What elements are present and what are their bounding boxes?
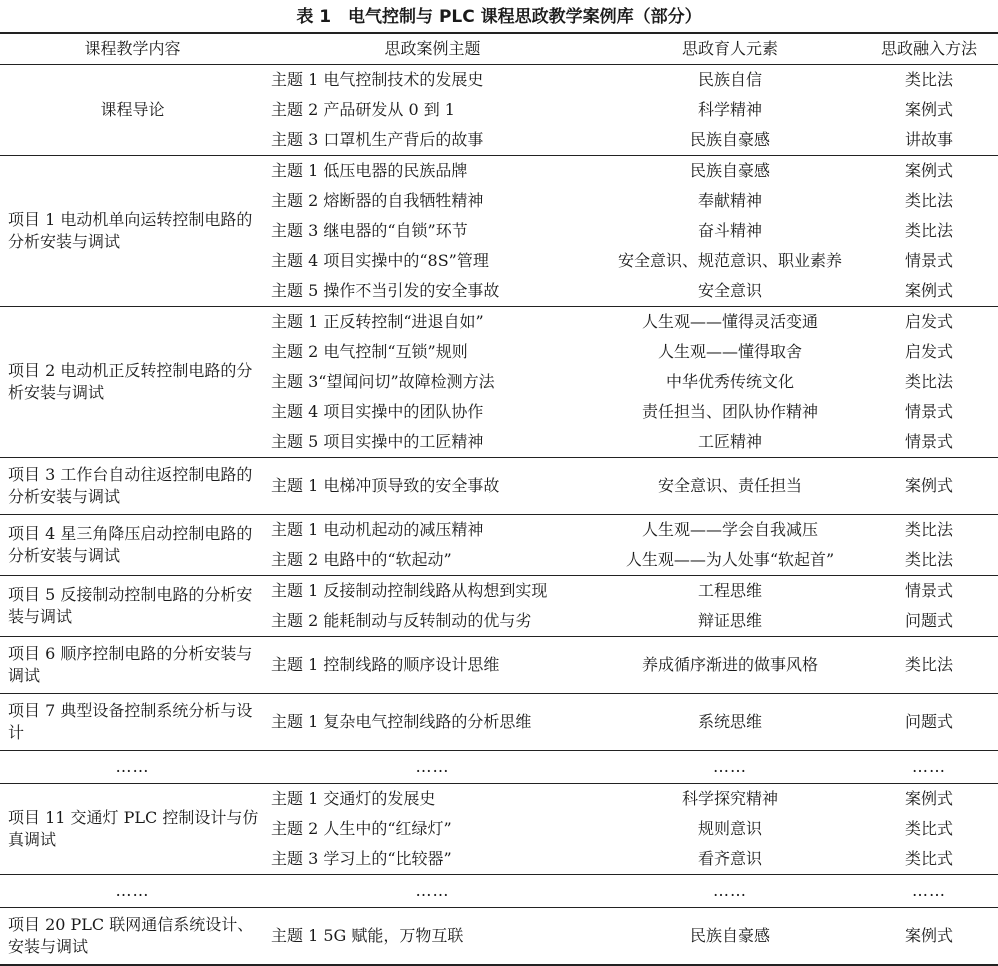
integration-method-cell: 情景式 [860, 576, 998, 607]
case-theme-cell: 主题 1 控制线路的顺序设计思维 [265, 637, 600, 694]
ellipsis-cell: …… [0, 751, 265, 784]
course-content-cell: 项目 1 电动机单向运转控制电路的分析安装与调试 [0, 156, 265, 307]
integration-method-cell: 案例式 [860, 458, 998, 515]
table-row [0, 694, 998, 751]
education-element-cell: 规则意识 [697, 819, 762, 838]
case-theme-cell: 主题 1 电动机起动的减压精神 [265, 515, 600, 546]
table-row [0, 576, 998, 607]
integration-method-cell: 类比法 [904, 191, 953, 210]
course-content-cell: 项目 7 典型设备控制系统分析与设计 [0, 694, 265, 751]
course-content-cell: 项目 5 反接制动控制电路的分析安装与调试 [0, 576, 265, 637]
header-integration-method: 思政融入方法 [860, 33, 998, 65]
case-library-table [0, 32, 998, 966]
education-element-cell: 人生观——懂得灵活变通 [600, 307, 860, 338]
integration-method-cell: 案例式 [860, 784, 998, 815]
education-element-cell: 民族自豪感 [600, 156, 860, 187]
education-element-cell: 安全意识、责任担当 [600, 458, 860, 515]
education-element-cell: 中华优秀传统文化 [665, 372, 794, 391]
ellipsis-cell: …… [860, 751, 998, 784]
education-element-cell: 人生观——为人处事“软起首” [625, 550, 835, 569]
table-body [0, 65, 998, 966]
integration-method-cell: 类比法 [860, 515, 998, 546]
course-content-cell: 项目 2 电动机正反转控制电路的分析安装与调试 [0, 307, 265, 458]
ellipsis-cell: …… [600, 875, 860, 908]
case-theme-cell: 主题 3 继电器的“自锁”环节 [271, 221, 468, 240]
integration-method-cell: 类比式 [904, 819, 953, 838]
integration-method-cell: 问题式 [860, 694, 998, 751]
education-element-cell: 民族自信 [600, 65, 860, 96]
integration-method-cell: 类比法 [904, 372, 953, 391]
integration-method-cell: 案例式 [904, 281, 953, 300]
table-row [0, 458, 998, 515]
education-element-cell: 安全意识、规范意识、职业素养 [617, 251, 842, 270]
ellipsis-row [0, 751, 998, 784]
education-element-cell: 人生观——懂得取舍 [657, 342, 802, 361]
education-element-cell: 科学精神 [697, 100, 762, 119]
integration-method-cell: 类比法 [860, 65, 998, 96]
ellipsis-row [0, 875, 998, 908]
course-content-cell: 项目 3 工作台自动往返控制电路的分析安装与调试 [0, 458, 265, 515]
ellipsis-cell: …… [265, 751, 600, 784]
table-header-row [0, 33, 998, 65]
table-row [0, 637, 998, 694]
case-theme-cell: 主题 4 项目实操中的团队协作 [271, 402, 484, 421]
course-content-cell: 项目 6 顺序控制电路的分析安装与调试 [0, 637, 265, 694]
education-element-cell: 系统思维 [600, 694, 860, 751]
ellipsis-cell: …… [265, 875, 600, 908]
case-theme-cell: 主题 1 电气控制技术的发展史 [265, 65, 600, 96]
education-element-cell: 奋斗精神 [697, 221, 762, 240]
integration-method-cell: 类比法 [860, 637, 998, 694]
education-element-cell: 工匠精神 [697, 432, 762, 451]
header-education-element: 思政育人元素 [600, 33, 860, 65]
ellipsis-cell: …… [0, 875, 265, 908]
integration-method-cell: 问题式 [904, 611, 953, 630]
table-row [0, 515, 998, 546]
case-theme-cell: 主题 2 人生中的“红绿灯” [271, 819, 452, 838]
integration-method-cell: 启发式 [860, 307, 998, 338]
table-row [0, 307, 998, 338]
integration-method-cell: 类比式 [904, 849, 953, 868]
course-content-cell: 项目 20 PLC 联网通信系统设计、安装与调试 [0, 908, 265, 966]
ellipsis-cell: …… [860, 875, 998, 908]
integration-method-cell: 类比法 [904, 221, 953, 240]
case-theme-cell: 主题 3 学习上的“比较器” [271, 849, 452, 868]
case-theme-cell: 主题 2 电路中的“软起动” [271, 550, 452, 569]
integration-method-cell: 案例式 [904, 100, 953, 119]
case-theme-cell: 主题 5 操作不当引发的安全事故 [271, 281, 500, 300]
integration-method-cell: 讲故事 [904, 130, 953, 149]
case-theme-cell: 主题 1 电梯冲顶导致的安全事故 [265, 458, 600, 515]
education-element-cell: 责任担当、团队协作精神 [641, 402, 818, 421]
table-row [0, 65, 998, 96]
ellipsis-cell: …… [600, 751, 860, 784]
education-element-cell: 科学探究精神 [600, 784, 860, 815]
table-caption: 表 1 电气控制与 PLC 课程思政教学案例库（部分） [296, 7, 702, 27]
education-element-cell: 民族自豪感 [689, 130, 770, 149]
case-theme-cell: 主题 1 正反转控制“进退自如” [265, 307, 600, 338]
case-theme-cell: 主题 1 复杂电气控制线路的分析思维 [265, 694, 600, 751]
header-case-theme: 思政案例主题 [265, 33, 600, 65]
case-theme-cell: 主题 3“望闻问切”故障检测方法 [271, 372, 495, 391]
case-theme-cell: 主题 2 产品研发从 0 到 1 [271, 100, 455, 119]
table-row [0, 908, 998, 966]
header-course-content: 课程教学内容 [0, 33, 265, 65]
integration-method-cell: 案例式 [860, 908, 998, 966]
table-row [0, 784, 998, 815]
case-theme-cell: 主题 2 熔断器的自我牺牲精神 [271, 191, 484, 210]
education-element-cell: 养成循序渐进的做事风格 [600, 637, 860, 694]
case-theme-cell: 主题 2 能耗制动与反转制动的优与劣 [271, 611, 532, 630]
education-element-cell: 工程思维 [600, 576, 860, 607]
education-element-cell: 民族自豪感 [600, 908, 860, 966]
case-theme-cell: 主题 1 低压电器的民族品牌 [265, 156, 600, 187]
case-theme-cell: 主题 5 项目实操中的工匠精神 [271, 432, 484, 451]
integration-method-cell: 情景式 [904, 251, 953, 270]
education-element-cell: 看齐意识 [697, 849, 762, 868]
case-theme-cell: 主题 2 电气控制“互锁”规则 [271, 342, 468, 361]
integration-method-cell: 情景式 [904, 432, 953, 451]
case-theme-cell: 主题 1 反接制动控制线路从构想到实现 [265, 576, 600, 607]
integration-method-cell: 案例式 [860, 156, 998, 187]
case-theme-cell: 主题 1 5G 赋能，万物互联 [265, 908, 600, 966]
education-element-cell: 辩证思维 [697, 611, 762, 630]
table-row [0, 156, 998, 187]
course-content-cell: 项目 4 星三角降压启动控制电路的分析安装与调试 [0, 515, 265, 576]
education-element-cell: 奉献精神 [697, 191, 762, 210]
integration-method-cell: 启发式 [904, 342, 953, 361]
course-content-cell: 项目 11 交通灯 PLC 控制设计与仿真调试 [0, 784, 265, 875]
course-content-cell: 课程导论 [0, 65, 265, 156]
case-theme-cell: 主题 1 交通灯的发展史 [265, 784, 600, 815]
case-theme-cell: 主题 3 口罩机生产背后的故事 [271, 130, 484, 149]
case-theme-cell: 主题 4 项目实操中的“8S”管理 [271, 251, 489, 270]
integration-method-cell: 类比法 [904, 550, 953, 569]
integration-method-cell: 情景式 [904, 402, 953, 421]
education-element-cell: 安全意识 [697, 281, 762, 300]
education-element-cell: 人生观——学会自我减压 [600, 515, 860, 546]
